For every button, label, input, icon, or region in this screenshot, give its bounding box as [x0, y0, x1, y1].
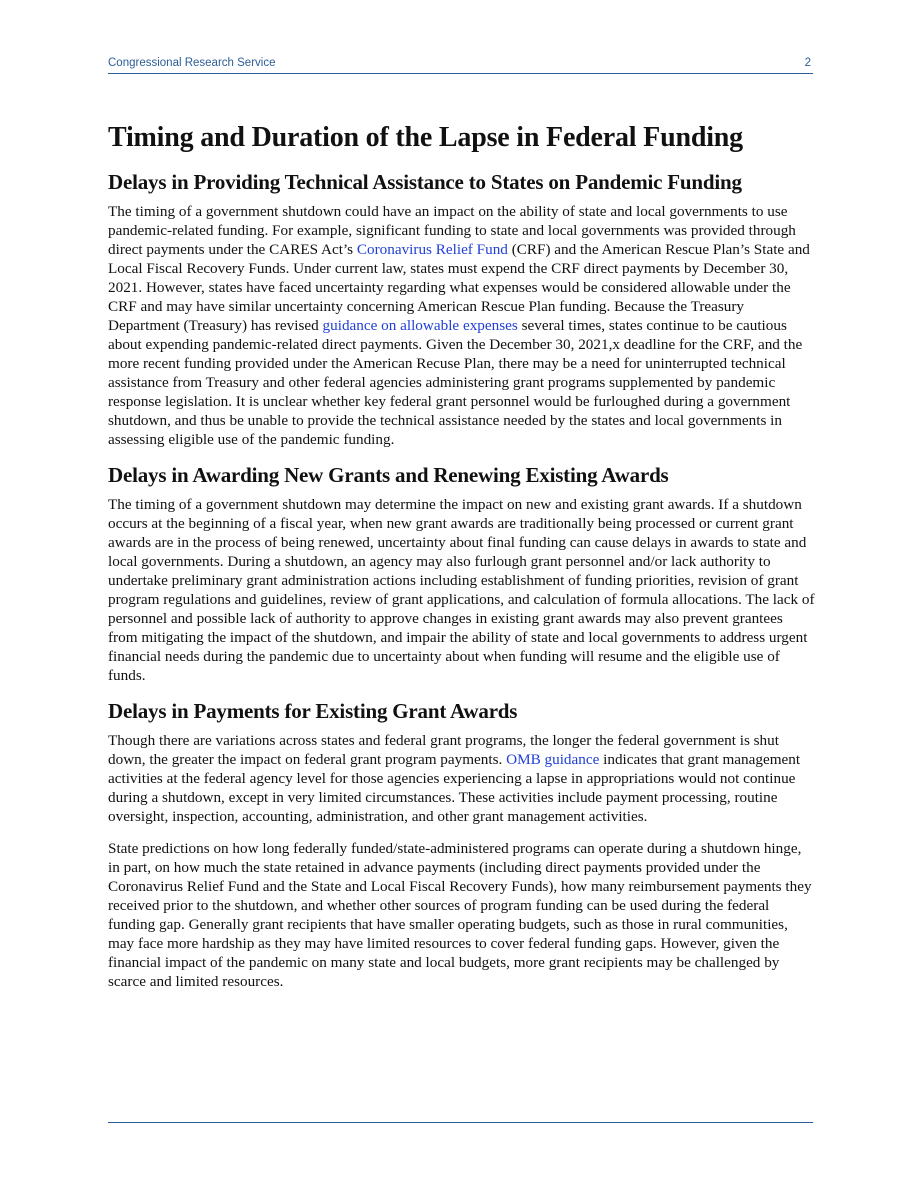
omb-guidance-link[interactable]: OMB guidance [506, 751, 600, 768]
document-body [108, 121, 816, 1004]
allowable-expenses-guidance-link[interactable]: guidance on allowable expenses [322, 317, 518, 334]
subsection-heading-payments: Delays in Payments for Existing Grant Awards [108, 699, 518, 723]
text-run: (CRF) and the American Rescue Plan’s State and Local Fiscal Recovery Funds. Under current law, states must expend the CRF direct payments by December 30, 2021. However, states have faced uncertainty regarding what expenses would be considered allowable under the CRF and may have similar uncertainty concerning American Rescue Plan funding. Because the Treasury Department (Treasury) has revised [108, 241, 810, 334]
paragraph-payments-2: State predictions on how long federally funded/state-administered programs can operate during a shutdown hinge, in part, on how much the state retained in advance payments (including direct payments provided under the Coronavirus Relief Fund and the State and Local Fiscal Recovery Funds), how many reimbursement payments they received prior to the shutdown, and whether other sources of program funding can be used during the federal funding gap. Generally grant recipients that have smaller operating budgets, such as those in rural communities, may face more hardship as they may have limited resources to cover federal funding gaps. However, given the financial impact of the pandemic on many state and local budgets, more grant recipients may be challenged by scarce and limited resources. [108, 840, 812, 990]
coronavirus-relief-fund-link[interactable]: Coronavirus Relief Fund [356, 241, 508, 258]
running-header [108, 57, 813, 74]
paragraph-technical-assistance [108, 202, 816, 449]
text-run: several times, states continue to be cautious about expending pandemic-related direct payments. Given the December 30, 2021,x deadline for the CRF, and the more recent funding provided under the American Recuse Plan, there may be a need for uninterrupted technical assistance from Treasury and other federal agencies administering grant programs supplemented by pandemic response legislation. It is unclear whether key federal grant personnel would be furloughed during a government shutdown, and thus be unable to provide the technical assistance needed by the states and local governments in assessing eligible use of the pandemic funding. [108, 317, 803, 448]
text-run: Though there are variations across states and federal grant programs, the longer the federal government is shut down, the greater the impact on federal grant program payments. [108, 732, 779, 768]
page-number: 2 [804, 57, 811, 69]
paragraph-payments-1 [108, 731, 816, 826]
text-run: indicates that grant management activities at the federal agency level for those agencies experiencing a lapse in appropriations would not continue during a shutdown, except in very limited circumstances. These activities include payment processing, routine oversight, inspection, accounting, administration, and other grant management activities. [108, 751, 801, 825]
section-title: Timing and Duration of the Lapse in Federal Funding [108, 122, 743, 153]
footer-divider [108, 1122, 813, 1123]
header-organization: Congressional Research Service [108, 57, 276, 69]
paragraph-awarding-grants: The timing of a government shutdown may determine the impact on new and existing grant awards. If a shutdown occurs at the beginning of a fiscal year, when new grant awards are traditionally being processed or current grant awards are in the process of being renewed, uncertainty about final funding can cause delays in awards to state and local governments. During a shutdown, an agency may also furlough grant personnel and/or lack authority to undertake preliminary grant administration actions including establishment of funding priorities, revision of grant program regulations and guidelines, review of grant applications, and calculation of formula allocations. The lack of personnel and possible lack of authority to approve changes in existing grant awards may also prevent grantees from mitigating the impact of the shutdown, and impair the ability of state and local governments to address urgent financial needs during the pandemic due to uncertainty about when funding will resume and the eligible use of funds. [108, 496, 815, 684]
subsection-heading-technical-assistance: Delays in Providing Technical Assistance to States on Pandemic Funding [108, 170, 742, 194]
subsection-heading-awarding-grants: Delays in Awarding New Grants and Renewing Existing Awards [108, 463, 669, 487]
text-run: The timing of a government shutdown could have an impact on the ability of state and local governments to use pandemic-related funding. For example, significant funding to state and local governments was provided through direct payments under the CARES Act’s [108, 203, 796, 258]
